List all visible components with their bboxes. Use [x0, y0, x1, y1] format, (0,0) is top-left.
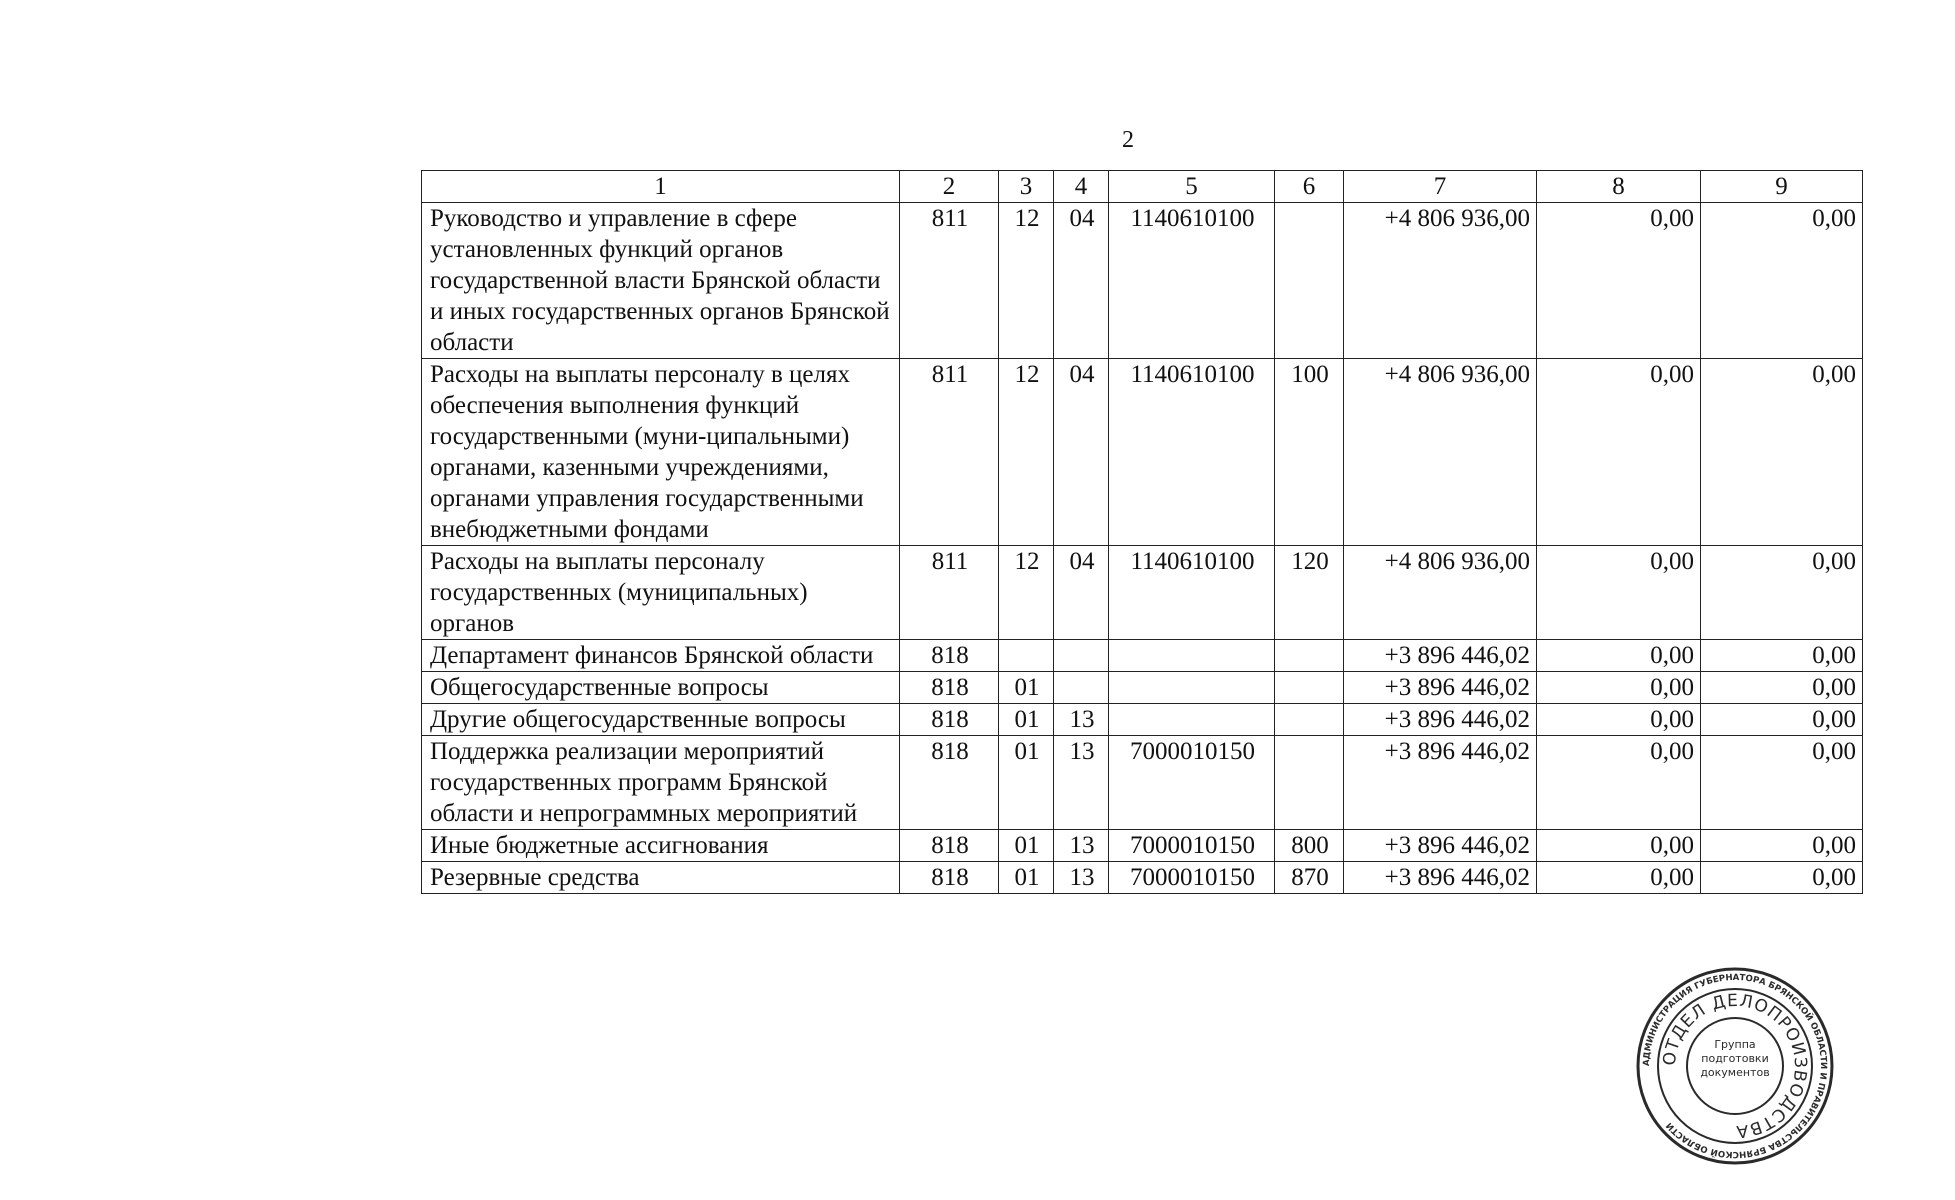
cell-amount: 0,00 [1701, 830, 1863, 862]
cell-pr: 13 [1054, 736, 1109, 830]
cell-amount: 0,00 [1701, 672, 1863, 704]
cell-vr: 120 [1275, 546, 1344, 640]
cell-rz: 01 [999, 704, 1054, 736]
cell-rz: 12 [999, 546, 1054, 640]
cell-rz: 01 [999, 862, 1054, 894]
cell-pr [1054, 672, 1109, 704]
cell-vr: 100 [1275, 359, 1344, 546]
cell-csr [1109, 640, 1275, 672]
cell-gr: 818 [900, 862, 999, 894]
stamp-center-text: Группа подготовки документов [1700, 1038, 1770, 1079]
col-header: 8 [1537, 171, 1701, 203]
row-name: Поддержка реализации мероприятий государственных программ Брянской области и непрограммных мероприятий [422, 736, 900, 830]
cell-csr [1109, 672, 1275, 704]
cell-amount: 0,00 [1537, 736, 1701, 830]
cell-amount: 0,00 [1701, 203, 1863, 359]
cell-rz: 12 [999, 203, 1054, 359]
cell-pr: 13 [1054, 862, 1109, 894]
cell-amount: +3 896 446,02 [1344, 736, 1537, 830]
col-header: 9 [1701, 171, 1863, 203]
cell-pr: 13 [1054, 830, 1109, 862]
cell-amount: +3 896 446,02 [1344, 640, 1537, 672]
cell-gr: 818 [900, 736, 999, 830]
row-name: Другие общегосударственные вопросы [422, 704, 900, 736]
cell-amount: +3 896 446,02 [1344, 672, 1537, 704]
cell-amount: 0,00 [1701, 546, 1863, 640]
row-name: Департамент финансов Брянской области [422, 640, 900, 672]
page-number: 2 [1122, 127, 1134, 153]
table-row [422, 736, 1863, 830]
row-name: Резервные средства [422, 862, 900, 894]
cell-amount: 0,00 [1701, 704, 1863, 736]
cell-csr: 1140610100 [1109, 546, 1275, 640]
cell-amount: 0,00 [1537, 640, 1701, 672]
cell-amount: 0,00 [1701, 640, 1863, 672]
col-header: 3 [999, 171, 1054, 203]
cell-pr: 13 [1054, 704, 1109, 736]
cell-gr: 811 [900, 546, 999, 640]
cell-vr [1275, 203, 1344, 359]
col-header: 1 [422, 171, 900, 203]
cell-vr: 800 [1275, 830, 1344, 862]
col-header: 4 [1054, 171, 1109, 203]
cell-csr: 1140610100 [1109, 203, 1275, 359]
col-header: 7 [1344, 171, 1537, 203]
cell-gr: 818 [900, 704, 999, 736]
cell-pr [1054, 640, 1109, 672]
table-row [422, 203, 1863, 359]
cell-gr: 818 [900, 640, 999, 672]
cell-rz: 01 [999, 736, 1054, 830]
cell-csr: 7000010150 [1109, 736, 1275, 830]
cell-amount: 0,00 [1537, 704, 1701, 736]
cell-rz: 01 [999, 830, 1054, 862]
cell-pr: 04 [1054, 203, 1109, 359]
cell-rz: 12 [999, 359, 1054, 546]
budget-table [421, 170, 1863, 894]
col-header: 6 [1275, 171, 1344, 203]
cell-amount: 0,00 [1537, 203, 1701, 359]
cell-gr: 818 [900, 672, 999, 704]
stamp-outer-text: АДМИНИСТРАЦИЯ ГУБЕРНАТОРА БРЯНСКОЙ ОБЛАСТИ И ПРАВИТЕЛЬСТВА БРЯНСКОЙ ОБЛАСТИ [1641, 972, 1829, 1160]
table-row [422, 359, 1863, 546]
cell-amount: +4 806 936,00 [1344, 359, 1537, 546]
cell-csr: 7000010150 [1109, 830, 1275, 862]
cell-pr: 04 [1054, 546, 1109, 640]
table-row [422, 704, 1863, 736]
table-row [422, 546, 1863, 640]
col-header: 5 [1109, 171, 1275, 203]
cell-vr [1275, 672, 1344, 704]
table-row [422, 830, 1863, 862]
cell-amount: 0,00 [1537, 546, 1701, 640]
cell-amount: +3 896 446,02 [1344, 830, 1537, 862]
cell-rz: 01 [999, 672, 1054, 704]
cell-csr: 1140610100 [1109, 359, 1275, 546]
cell-gr: 811 [900, 203, 999, 359]
table-row [422, 862, 1863, 894]
cell-vr [1275, 704, 1344, 736]
cell-vr [1275, 736, 1344, 830]
cell-amount: +3 896 446,02 [1344, 704, 1537, 736]
col-header: 2 [900, 171, 999, 203]
row-name: Расходы на выплаты персоналу в целях обеспечения выполнения функций государственными (муни-ципальными) органами, казенными учреждениями, органами управления государственными внебюджетными фондами [422, 359, 900, 546]
cell-amount: 0,00 [1537, 672, 1701, 704]
cell-vr [1275, 640, 1344, 672]
row-name: Расходы на выплаты персоналу государственных (муниципальных) органов [422, 546, 900, 640]
cell-pr: 04 [1054, 359, 1109, 546]
cell-amount: +3 896 446,02 [1344, 862, 1537, 894]
cell-amount: 0,00 [1701, 862, 1863, 894]
cell-amount: 0,00 [1701, 359, 1863, 546]
header-row [422, 171, 1863, 203]
cell-gr: 818 [900, 830, 999, 862]
cell-amount: 0,00 [1537, 359, 1701, 546]
cell-gr: 811 [900, 359, 999, 546]
cell-amount: 0,00 [1537, 862, 1701, 894]
row-name: Руководство и управление в сфере установленных функций органов государственной власти Брянской области и иных государственных органов Брянской области [422, 203, 900, 359]
row-name: Иные бюджетные ассигнования [422, 830, 900, 862]
cell-rz [999, 640, 1054, 672]
cell-csr: 7000010150 [1109, 862, 1275, 894]
stamp-inner-text: ОТДЕЛ ДЕЛОПРОИЗВОДСТВА [1659, 990, 1811, 1142]
cell-vr: 870 [1275, 862, 1344, 894]
row-name: Общегосударственные вопросы [422, 672, 900, 704]
cell-amount: +4 806 936,00 [1344, 203, 1537, 359]
cell-csr [1109, 704, 1275, 736]
cell-amount: 0,00 [1537, 830, 1701, 862]
cell-amount: 0,00 [1701, 736, 1863, 830]
table-row [422, 640, 1863, 672]
office-stamp [1635, 966, 1835, 1166]
table-row [422, 672, 1863, 704]
cell-amount: +4 806 936,00 [1344, 546, 1537, 640]
